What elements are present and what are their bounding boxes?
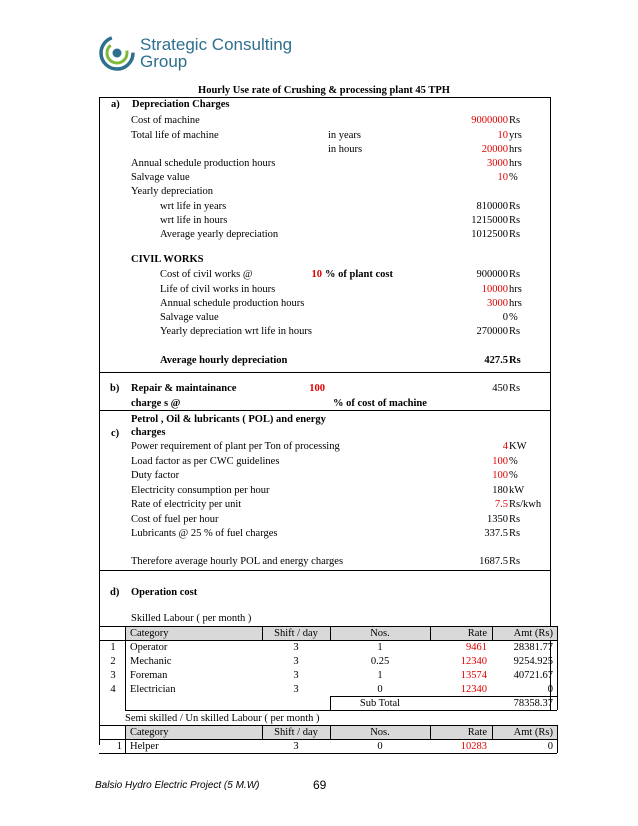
section-b-letter: b) [110, 383, 120, 394]
logo-line-2: Group [140, 52, 188, 71]
pol-row-label: Load factor as per CWC guidelines [131, 456, 280, 467]
civil-life-value: 10000 [481, 284, 508, 295]
table-left-border [99, 97, 100, 745]
repair-label: Repair & maintainance [131, 383, 237, 394]
life-years-value: 10 [497, 130, 508, 141]
total-life-label: Total life of machine [131, 130, 219, 141]
wrt-years-value: 810000 [476, 201, 508, 212]
subtotal-value: 78358.37 [513, 698, 553, 709]
operation-cost-heading: Operation cost [131, 587, 198, 598]
skilled-row-shift: 3 [293, 656, 299, 667]
salvage-unit: % [509, 172, 518, 183]
skilled-col-6 [557, 626, 558, 710]
skilled-header-rate: Rate [467, 628, 487, 639]
pol-row-unit: Rs/kwh [509, 499, 542, 510]
repair-unit: Rs [509, 383, 521, 394]
skilled-row-no: 4 [110, 684, 116, 695]
civil-life-label: Life of civil works in hours [160, 284, 276, 295]
salvage-label: Salvage value [131, 172, 190, 183]
yearly-depreciation-label: Yearly depreciation [131, 186, 214, 197]
subtotal-label: Sub Total [359, 698, 401, 709]
skilled-row-rate: 9461 [466, 642, 487, 653]
skilled-row-shift: 3 [293, 670, 299, 681]
skilled-row-category: Operator [130, 642, 168, 653]
civil-works-heading: CIVIL WORKS [131, 254, 204, 265]
civil-annual-value: 3000 [487, 298, 508, 309]
pol-row-label: Power requirement of plant per Ton of processing [131, 441, 340, 452]
semi-row-shift: 3 [293, 741, 299, 752]
skilled-row-shift: 3 [293, 642, 299, 653]
page-title: Hourly Use rate of Crushing & processing plant 45 TPH [198, 85, 450, 96]
pol-row-unit: kW [509, 485, 525, 496]
logo-swirl-icon [98, 34, 136, 72]
cost-machine-value: 9000000 [471, 115, 508, 126]
divider-c-d [99, 570, 550, 571]
semi-row-rate: 10283 [460, 741, 487, 752]
pol-heading-1: Petrol , Oil & lubricants ( POL) and energy [131, 414, 326, 425]
avg-yearly-unit: Rs [509, 229, 521, 240]
wrt-hours-value: 1215000 [471, 215, 508, 226]
pol-total-value: 1687.5 [479, 556, 508, 567]
skilled-row-rate: 13574 [460, 670, 487, 681]
civil-cost-pct-label: % of plant cost [325, 269, 393, 280]
footer-project: Balsio Hydro Electric Project (5 M.W) [95, 780, 260, 791]
semi-header-amt: Amt (Rs) [513, 727, 553, 738]
section-c-letter: c) [111, 428, 120, 439]
pol-row-label: Duty factor [131, 470, 180, 481]
annual-hours-value: 3000 [487, 158, 508, 169]
semi-header-rate: Rate [467, 727, 487, 738]
pol-row-value: 337.5 [484, 528, 508, 539]
skilled-row-no: 2 [110, 656, 116, 667]
skilled-header-shift: Shift / day [274, 628, 318, 639]
skilled-row-no: 3 [110, 670, 116, 681]
annual-hours-unit: hrs [509, 158, 522, 169]
repair-label-3: % of cost of machine [333, 398, 427, 409]
civil-yearly-label: Yearly depreciation wrt life in hours [160, 326, 313, 337]
civil-life-unit: hrs [509, 284, 522, 295]
section-a-letter: a) [111, 99, 120, 110]
civil-annual-unit: hrs [509, 298, 522, 309]
pol-row-unit: Rs [509, 528, 521, 539]
wrt-hours-unit: Rs [509, 215, 521, 226]
life-hours-unit: hrs [509, 144, 522, 155]
wrt-hours-label: wrt life in hours [160, 215, 228, 226]
semi-row-no: 1 [116, 741, 122, 752]
skilled-row-rate: 12340 [460, 684, 487, 695]
skilled-header-category: Category [130, 628, 169, 639]
repair-label-2: charge s @ [131, 398, 181, 409]
life-hours-value: 20000 [481, 144, 508, 155]
pol-row-label: Lubricants @ 25 % of fuel charges [131, 528, 278, 539]
skilled-row-category: Mechanic [130, 656, 172, 667]
skilled-row-amt: 28381.77 [513, 642, 553, 653]
skilled-row-category: Electrician [130, 684, 176, 695]
semi-row-bottom [99, 753, 557, 754]
avg-hourly-value: 427.5 [484, 355, 508, 366]
cost-machine-unit: Rs [509, 115, 521, 126]
pol-row-value: 100 [492, 456, 508, 467]
section-d-letter: d) [110, 587, 120, 598]
semi-col-6 [557, 725, 558, 753]
avg-hourly-label: Average hourly depreciation [160, 355, 288, 366]
avg-yearly-value: 1012500 [471, 229, 508, 240]
annual-hours-label: Annual schedule production hours [131, 158, 276, 169]
pol-total-unit: Rs [509, 556, 521, 567]
repair-value: 450 [492, 383, 508, 394]
company-logo [98, 34, 318, 74]
section-a-heading: Depreciation Charges [132, 99, 230, 110]
divider-b-c [99, 410, 550, 411]
skilled-row-nos: 1 [377, 670, 383, 681]
civil-salvage-value: 0 [502, 312, 508, 323]
civil-cost-unit: Rs [509, 269, 521, 280]
life-hours-label: in hours [328, 144, 363, 155]
skilled-row-no: 1 [110, 642, 116, 653]
civil-salvage-unit: % [509, 312, 518, 323]
civil-yearly-unit: Rs [509, 326, 521, 337]
pol-row-value: 100 [492, 470, 508, 481]
pol-row-label: Rate of electricity per unit [131, 499, 242, 510]
life-years-label: in years [328, 130, 361, 141]
pol-row-value: 7.5 [494, 499, 508, 510]
pol-row-label: Electricity consumption per hour [131, 485, 270, 496]
skilled-row-nos: 0.25 [370, 656, 390, 667]
semi-row-nos: 0 [377, 741, 383, 752]
avg-yearly-label: Average yearly depreciation [160, 229, 279, 240]
logo-line-1: Strategic Consulting [140, 35, 293, 54]
pol-heading-2: charges [131, 427, 166, 438]
semi-header-category: Category [130, 727, 169, 738]
divider-a-b [99, 372, 550, 373]
civil-yearly-value: 270000 [476, 326, 508, 337]
skilled-row-category: Foreman [130, 670, 168, 681]
semi-col-1 [125, 725, 126, 753]
civil-cost-value: 900000 [476, 269, 508, 280]
skilled-row-amt: 40721.67 [513, 670, 553, 681]
page-number: 69 [313, 778, 327, 792]
pol-row-unit: % [509, 470, 518, 481]
pol-total-label: Therefore average hourly POL and energy charges [131, 556, 344, 567]
pol-row-unit: % [509, 456, 518, 467]
civil-cost-label: Cost of civil works @ [160, 269, 253, 280]
skilled-row-amt: 0 [547, 684, 553, 695]
semi-header-shift: Shift / day [274, 727, 318, 738]
subtotal-bottom [125, 710, 557, 711]
life-years-unit: yrs [509, 130, 522, 141]
skilled-row-nos: 0 [377, 684, 383, 695]
skilled-header-nos: Nos. [370, 628, 390, 639]
pol-row-value: 1350 [487, 514, 508, 525]
avg-hourly-unit: Rs [509, 355, 521, 366]
civil-cost-pct: 10 [311, 269, 322, 280]
semi-header-nos: Nos. [370, 727, 390, 738]
skilled-header-amt: Amt (Rs) [513, 628, 553, 639]
skilled-row-shift: 3 [293, 684, 299, 695]
civil-salvage-label: Salvage value [160, 312, 219, 323]
semi-row-category: Helper [130, 741, 159, 752]
skilled-col-1 [125, 626, 126, 710]
skilled-row-amt: 9254.925 [513, 656, 553, 667]
wrt-years-label: wrt life in years [160, 201, 227, 212]
skilled-row-rate: 12340 [460, 656, 487, 667]
skilled-row-nos: 1 [377, 642, 383, 653]
pol-row-value: 180 [492, 485, 508, 496]
pol-row-value: 4 [502, 441, 508, 452]
salvage-value: 10 [497, 172, 508, 183]
skilled-labour-label: Skilled Labour ( per month ) [131, 613, 252, 624]
pol-row-unit: KW [509, 441, 527, 452]
repair-pct: 100 [309, 383, 325, 394]
table-right-border [550, 97, 551, 711]
pol-row-label: Cost of fuel per hour [131, 514, 219, 525]
wrt-years-unit: Rs [509, 201, 521, 212]
semi-skilled-label: Semi skilled / Un skilled Labour ( per month ) [125, 713, 320, 724]
civil-annual-label: Annual schedule production hours [160, 298, 305, 309]
cost-machine-label: Cost of machine [131, 115, 200, 126]
semi-row-amt: 0 [547, 741, 553, 752]
pol-row-unit: Rs [509, 514, 521, 525]
